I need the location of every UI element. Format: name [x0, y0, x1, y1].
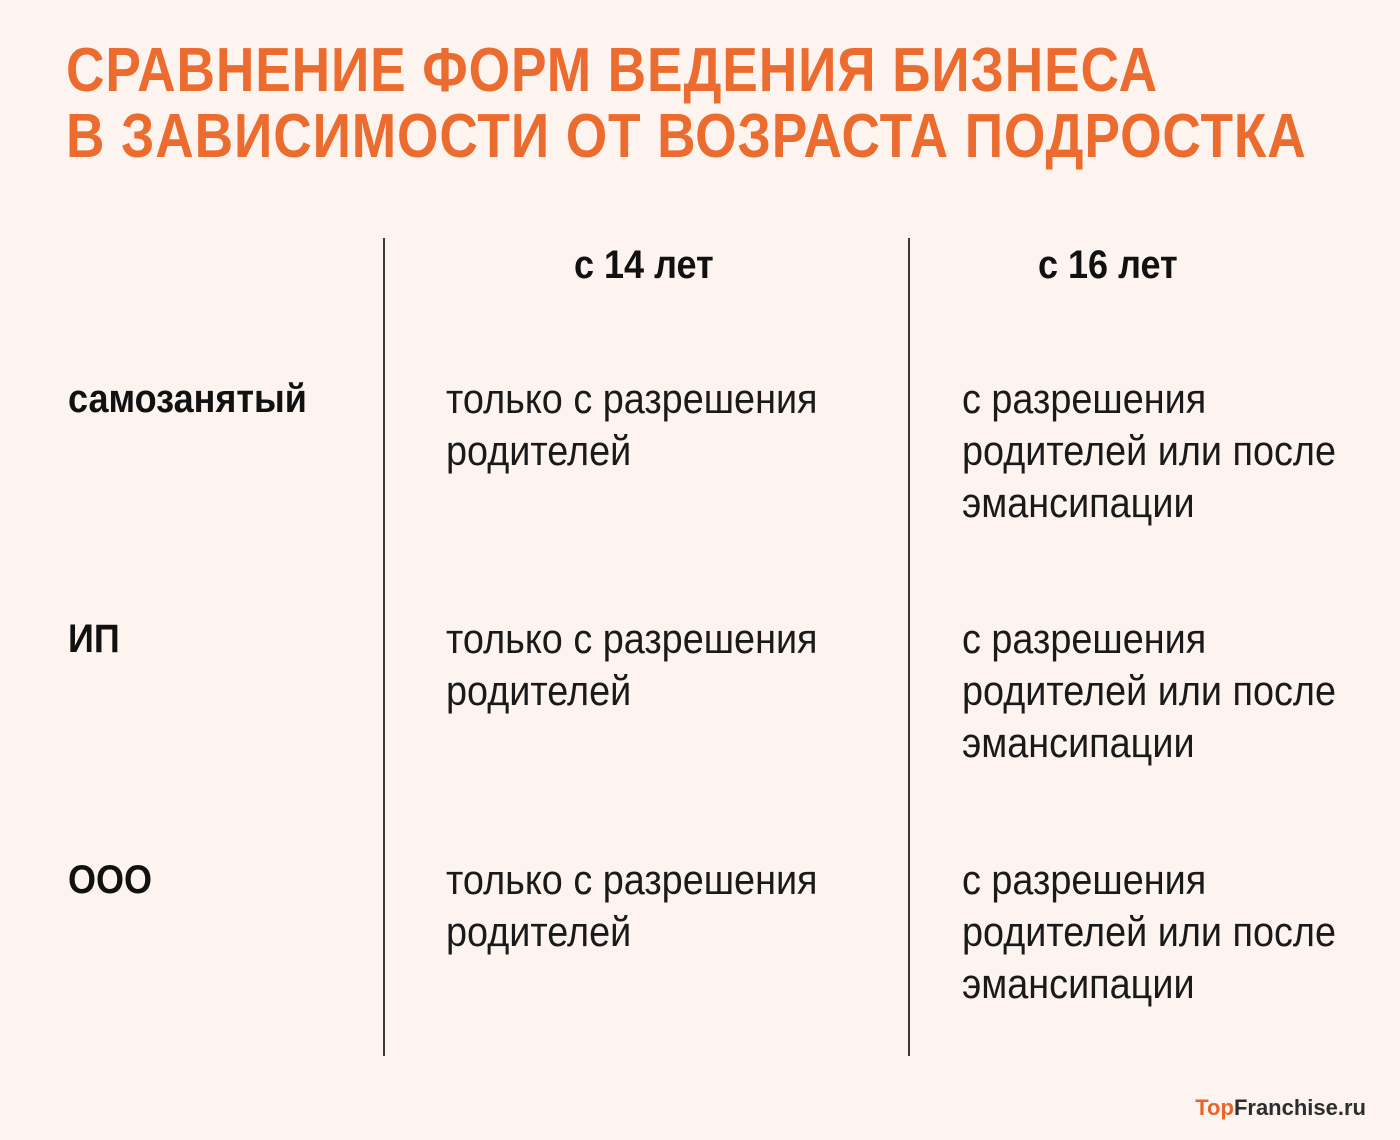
column-divider [383, 238, 385, 1056]
logo-part-franchise: Franchise [1233, 1095, 1338, 1120]
cell-line: с разрешения [962, 856, 1207, 903]
cell-line: родителей [446, 667, 632, 714]
title-line-2: В ЗАВИСИМОСТИ ОТ ВОЗРАСТА ПОДРОСТКА [66, 102, 1307, 171]
column-header-14: с 14 лет [574, 243, 714, 287]
cell-line: эмансипации [962, 719, 1195, 766]
cell-ooo-16 [962, 854, 1376, 1010]
cell-line: только с разрешения [446, 856, 818, 903]
cell-self-employed-14 [446, 373, 860, 477]
cell-line: родителей или после [962, 667, 1337, 714]
cell-line: с разрешения [962, 375, 1207, 422]
cell-line: эмансипации [962, 960, 1195, 1007]
row-label-ooo: ООО [68, 858, 153, 902]
title-line-1: СРАВНЕНИЕ ФОРМ ВЕДЕНИЯ БИЗНЕСА [66, 36, 1158, 105]
site-logo [1195, 1094, 1366, 1122]
cell-ooo-14 [446, 854, 860, 958]
column-header-16: с 16 лет [1038, 243, 1178, 287]
cell-line: только с разрешения [446, 615, 818, 662]
logo-part-domain: .ru [1337, 1095, 1366, 1120]
page-title [66, 38, 1307, 170]
column-divider [908, 238, 910, 1056]
cell-self-employed-16 [962, 373, 1376, 529]
cell-line: родителей или после [962, 427, 1337, 474]
row-label-ip: ИП [68, 617, 120, 661]
cell-line: родителей или после [962, 908, 1337, 955]
cell-line: родителей [446, 908, 632, 955]
logo-part-top: Top [1195, 1095, 1234, 1120]
cell-ip-14 [446, 613, 860, 717]
cell-line: родителей [446, 427, 632, 474]
cell-line: с разрешения [962, 615, 1207, 662]
cell-line: эмансипации [962, 479, 1195, 526]
cell-line: только с разрешения [446, 375, 818, 422]
row-label-self-employed: самозанятый [68, 377, 307, 421]
cell-ip-16 [962, 613, 1376, 769]
